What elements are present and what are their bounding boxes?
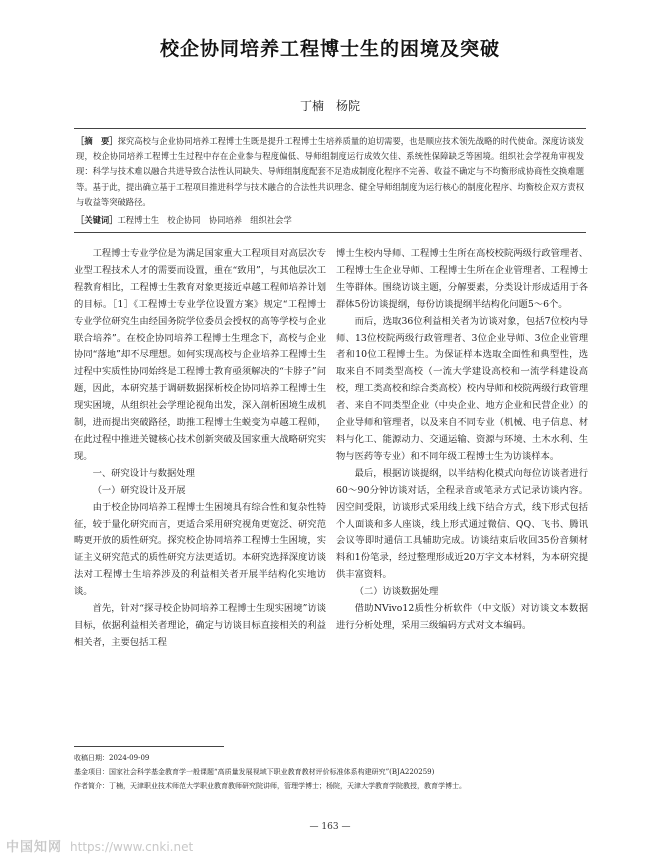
section-heading-1: 一、研究设计与数据处理 [92, 467, 195, 479]
body-left-column [74, 246, 326, 806]
article-authors: 丁楠 杨院 [299, 99, 360, 113]
page-number: — 163 — [309, 822, 351, 832]
body-paragraph: 博士生校内导师、工程博士生所在高校校院两级行政管理者、工程博士生企业导师、工程博士生所在企业管理者、工程博士生等群体。围绕访谈主题，分解要素，分类设计形成适用于各群体5份访谈提纲，每份访谈提纲半结构化问题5～6个。 [336, 248, 588, 310]
abstract [76, 134, 584, 210]
keywords-bottom-rule [74, 232, 586, 233]
body-paragraph: 借助NVivo12质性分析软件（中文版）对访谈文本数据进行分析处理，采用三级编码方式对文本编码。 [336, 603, 588, 631]
footnote-rule [74, 746, 224, 747]
abstract-text: 探究高校与企业协同培养工程博士生既是提升工程博士生培养质量的迫切需要，也是顺应技术领先战略的时代使命。深度访谈发现，校企协同培养工程博士生过程中存在企业参与程度偏低、导师组制度运行成效欠佳、系统性保障缺乏等困境。组织社会学视角审视发现：科学与技术难以融合共进导致合法性认同缺失、导师组制度配套不足造成制度化程序不完善、收益不确定与不均衡形成协商性交换难题等。基于此，提出确立基于工程项目推进科学与技术融合的合法性共识理念、健全导师组制度为运行核心的制度化程序、均衡校企双方责权与收益等突破路径。 [76, 136, 584, 207]
intro-paragraph: 工程博士专业学位是为满足国家重大工程项目对高层次专业型工程技术人才的需要而设置，重在“致用”，与其他层次工程教育相比，工程博士生教育对象更接近卓越工程师培养计划的目标。［1］《工程博士专业学位设置方案》规定“工程博士专业学位研究生由经国务院学位委员会授权的高等学校与企业联合培养”。在校企协同培养工程博士生理念下，高校与企业协同“落地”却不尽理想。如何实现高校与企业培养工程博士生过程中实质性协同始终是工程博士教育亟须解决的“卡脖子”问题，因此，本研究基于调研数据探析校企协同培养工程博士生现实困境，从组织社会学理论视角出发，深入剖析困境生成机制，进而提出突破路径，助推工程博士生蜕变为卓越工程师，在此过程中推进关键核心技术创新突破及国家重大战略研究实现。 [74, 248, 326, 462]
abstract-top-rule [74, 128, 586, 129]
abstract-label: ［摘 要］ [76, 136, 118, 146]
body-paragraph: 首先，针对“探寻校企协同培养工程博士生现实困境”访谈目标，依据利益相关者理论，确定与访谈目标直接相关的利益相关者，主要包括工程 [74, 603, 326, 648]
article-title: 校企协同培养工程博士生的困境及突破 [159, 38, 500, 60]
body-paragraph: 最后，根据访谈提纲，以半结构化模式向每位访谈者进行60～90分钟访谈对话，全程录音或笔录方式记录访谈内容。因空间受限，访谈形式采用线上线下结合方式，线下形式包括个人面谈和多人座谈，线上形式通过微信、QQ、飞书、腾讯会议等即时通信工具辅助完成。访谈结束后收回35份音频材料和1份笔录，经过整理形成近20万字文本材料，为本研究提供丰富资料。 [336, 467, 588, 581]
body-paragraph: 而后，选取36位利益相关者为访谈对象，包括7位校内导师、13位校院两级行政管理者、3位企业导师、3位企业管理者和10位工程博士生。为保证样本选取全面性和典型性，选取来自不同类型高校（一流大学建设高校和一流学科建设高校，理工类高校和综合类高校）校内导师和校院两级行政管理者、来自不同类型企业（中央企业、地方企业和民营企业）的企业导师和管理者，以及来自不同专业（机械、电子信息、材料与化工、能源动力、交通运输、资源与环境、土木水利、生物与医药等专业）和不同年级工程博士生为访谈样本。 [336, 315, 588, 462]
keywords-text: 工程博士生 校企协同 协同培养 组织社会学 [117, 215, 292, 225]
subsection-heading-1: （一）研究设计及开展 [92, 484, 186, 496]
keywords [76, 213, 584, 228]
body-paragraph: 由于校企协同培养工程博士生困境具有综合性和复杂性特征，较于量化研究而言，更适合采用研究视角更宽泛、研究范畴更开放的质性研究。探究校企协同培养工程博士生困境，实证主义研究范式的质性研究方法更适切。本研究选择深度访谈法对工程博士生培养涉及的利益相关者开展半结构化实地访谈。 [74, 501, 326, 598]
keywords-label: ［关键词］ [76, 215, 118, 225]
body-right-column [336, 246, 588, 816]
footnote-received-date: 收稿日期：2024-09-09 [74, 754, 150, 762]
subsection-heading-2: （二）访谈数据处理 [354, 586, 439, 598]
footnotes [74, 751, 586, 793]
cnki-logo: 中国知网 [6, 840, 63, 855]
cnki-watermark [6, 836, 193, 854]
footnote-fund: 基金项目：国家社会科学基金教育学一般课题“高质量发展视域下职业教育教材评价标准体系构建研究”(BJA220259) [74, 768, 435, 776]
cnki-url: https://www.cnki.net [70, 840, 194, 854]
footnote-author-info: 作者简介：丁楠，天津职业技术师范大学职业教育教师研究院讲师，管理学博士；杨院，天津大学教育学院教授，教育学博士。 [74, 782, 466, 790]
